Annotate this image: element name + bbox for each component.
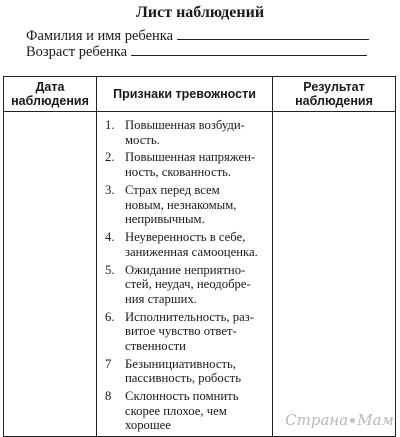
watermark-dot-icon: [348, 417, 357, 424]
date-cell: [4, 112, 97, 437]
signs-cell: [97, 112, 273, 437]
table-header-row: [4, 77, 396, 112]
child-age-label: Возраст ребенка: [26, 44, 128, 60]
table-body-row: [4, 112, 396, 437]
result-cell: [273, 112, 396, 437]
watermark-text-strana: Страна: [285, 411, 349, 429]
list-item: 1. Повышенная возбуди- мость.: [105, 118, 245, 147]
child-name-label: Фамилия и имя ребенка: [26, 28, 174, 44]
observation-table: [3, 76, 396, 437]
child-name-blank-line: [177, 27, 369, 40]
list-item: 2. Повышенная напряжен- ность, скованность.: [105, 150, 256, 180]
header-signs: Признаки тревожности: [97, 77, 273, 112]
watermark-text-mam: Мам: [357, 411, 394, 429]
child-age-blank-line: [131, 43, 367, 56]
list-item: 4. Неуверенность в себе, заниженная самооценка.: [105, 230, 258, 259]
list-item: 7 Безынициативность, пассивность, робость: [105, 356, 241, 386]
header-result: Результат наблюдения: [273, 77, 396, 112]
list-item: 3. Страх перед всем новым, незнакомым, непривычным.: [105, 182, 237, 227]
watermark-logo: [285, 411, 394, 429]
document-title: Лист наблюдений: [135, 4, 265, 21]
child-age-field: [26, 43, 367, 61]
anxiety-signs-list: [97, 112, 272, 433]
list-item: 5. Ожидание неприятно- стей, неудач, неодобре- ния старших.: [105, 262, 251, 306]
list-item: 6. Исполнительность, раз- витое чувство ответ- ственности: [105, 309, 254, 353]
header-date: Дата наблюдения: [4, 77, 97, 112]
list-item: 8 Склонность помнить скорее плохое, чем хорошее: [105, 389, 239, 433]
